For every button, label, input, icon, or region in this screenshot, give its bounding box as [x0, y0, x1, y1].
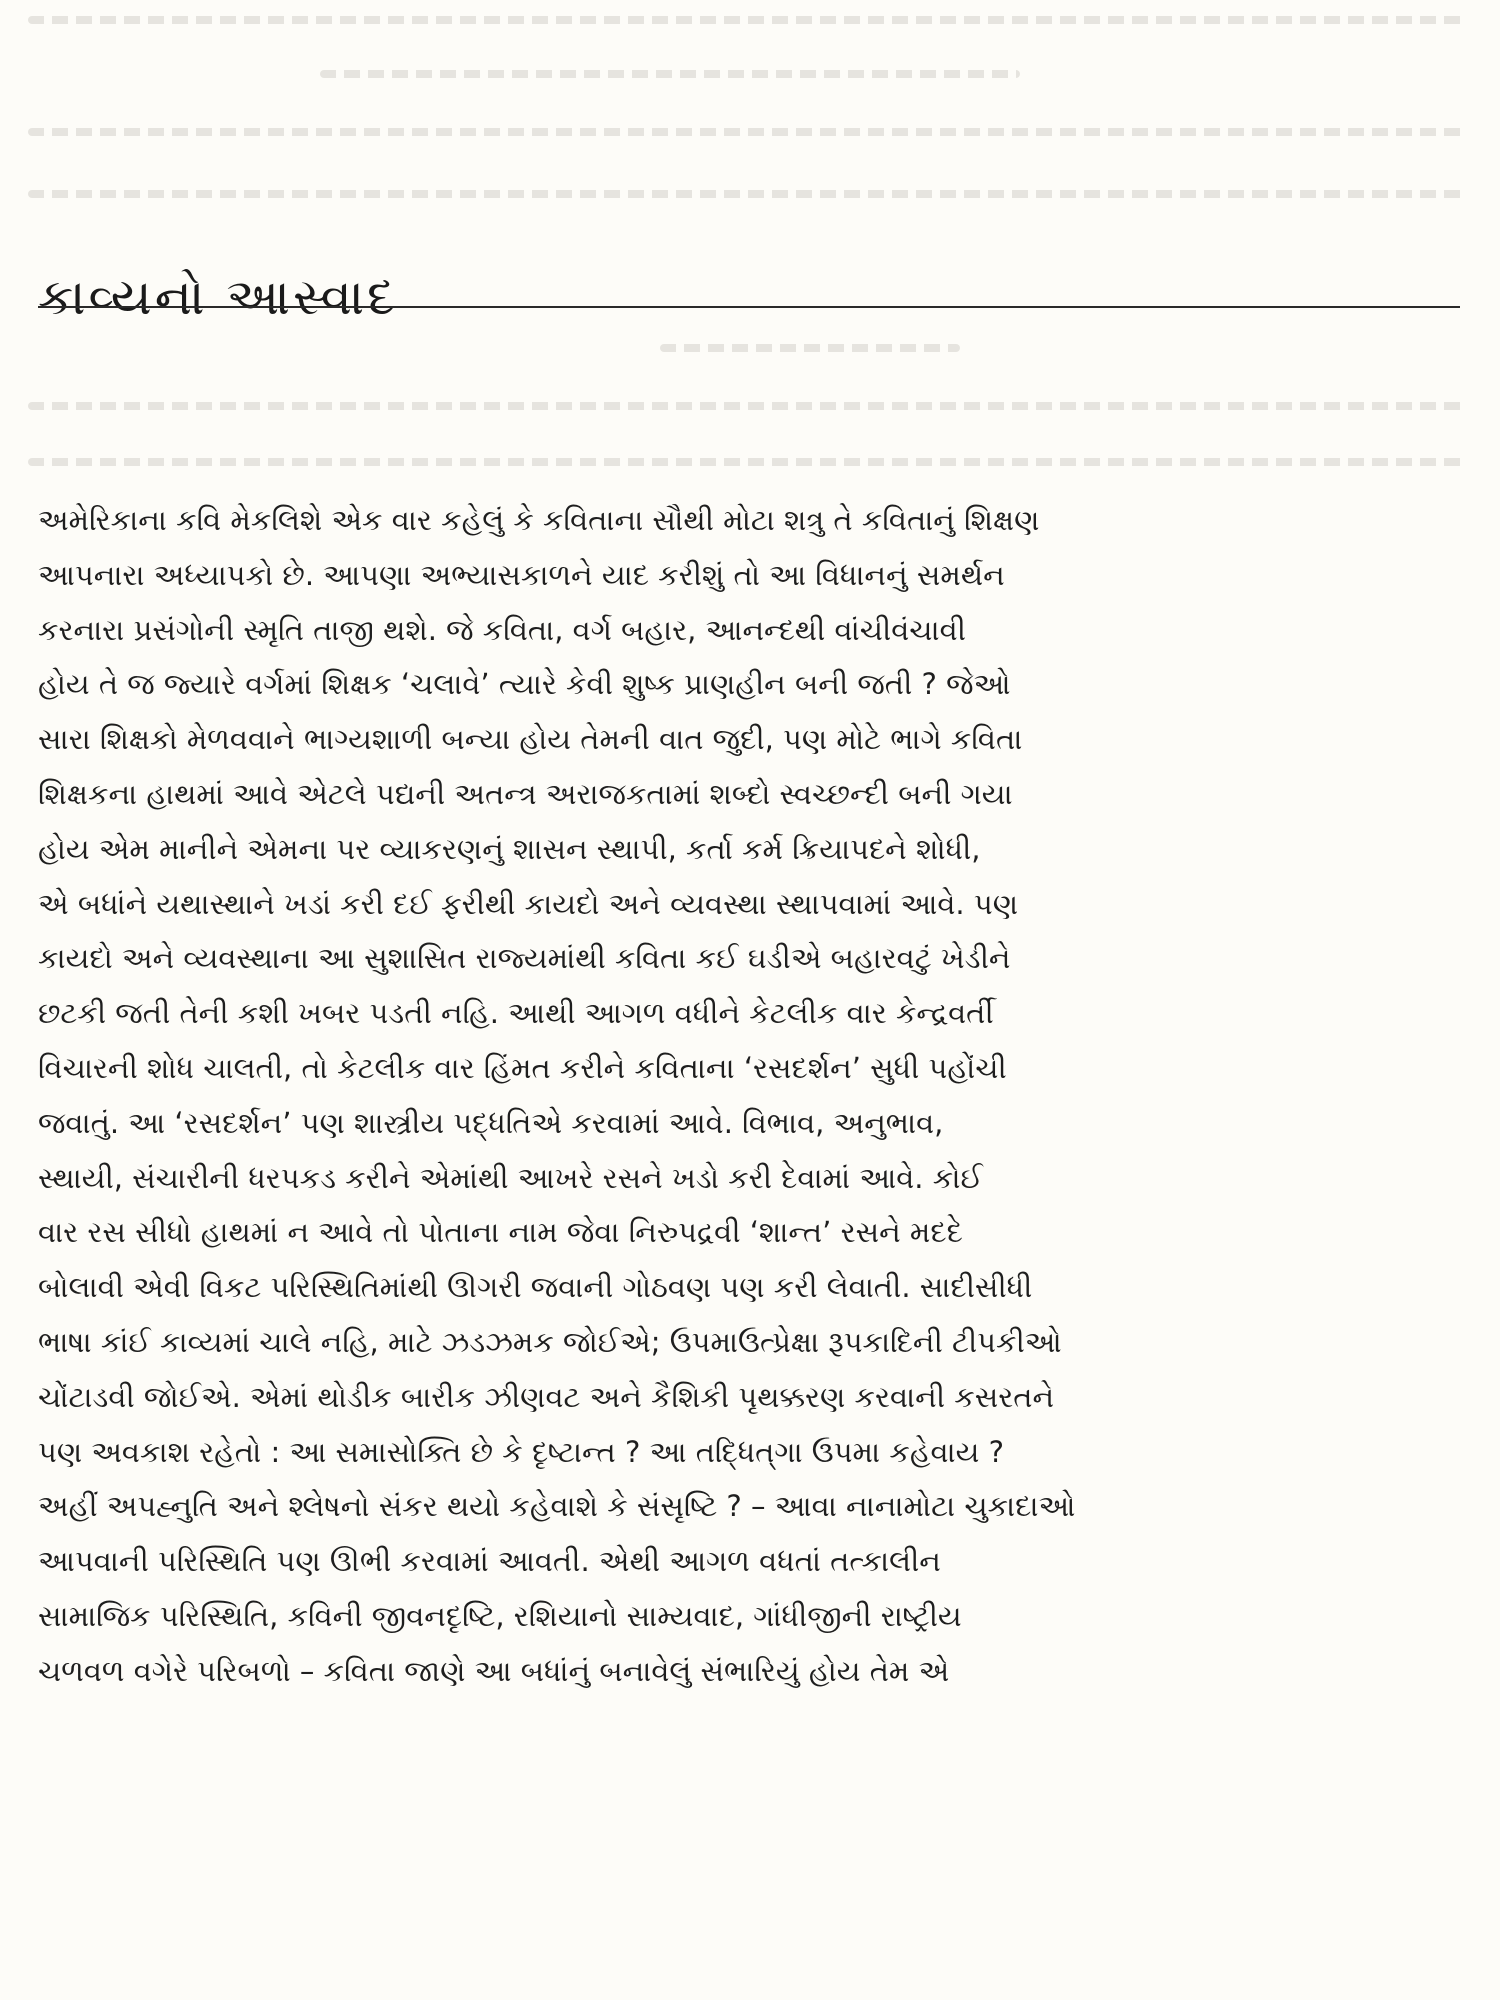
text-line: કરનારા પ્રસંગોની સ્મૃતિ તાજી થશે. જે કવિતા, વર્ગ બહાર, આનન્દથી વાંચીવંચાવી	[38, 612, 966, 647]
text-line: બોલાવી એવી વિકટ પરિસ્થિતિમાંથી ઊગરી જવાની ગોઠવણ પણ કરી લેવાતી. સાદીસીધી	[38, 1270, 1033, 1305]
body-paragraph	[38, 493, 1470, 1699]
heading-rule	[38, 306, 1460, 308]
text-line: હોય એમ માનીને એમના પર વ્યાકરણનું શાસન સ્થાપી, કર્તા કર્મ ક્રિયાપદને શોધી,	[38, 831, 981, 866]
text-line: અહીં અપહ્નુતિ અને શ્લેષનો સંકર થયો કહેવાશે કે સંસૃષ્ટિ ? – આવા નાનામોટા ચુકાદાઓ	[38, 1489, 1076, 1524]
text-line: સારા શિક્ષકો મેળવવાને ભાગ્યશાળી બન્યા હોય તેમની વાત જુદી, પણ મોટે ભાગે કવિતા	[38, 722, 1023, 757]
text-line: આપનારા અધ્યાપકો છે. આપણા અભ્યાસકાળને યાદ કરીશું તો આ વિધાનનું સમર્થન	[38, 557, 1005, 592]
text-line: અમેરિકાના કવિ મેકલિશે એક વાર કહેલું કે કવિતાના સૌથી મોટા શત્રુ તે કવિતાનું શિક્ષણ	[38, 503, 1040, 537]
show-through-mark	[320, 70, 1020, 78]
text-line: શિક્ષકના હાથમાં આવે એટલે પદ્યની અતન્ત્ર અરાજકતામાં શબ્દો સ્વચ્છન્દી બની ગયા	[38, 776, 1013, 811]
text-line: વિચારની શોધ ચાલતી, તો કેટલીક વાર હિંમત કરીને કવિતાના ‘રસદર્શન’ સુધી પહોંચી	[38, 1050, 1007, 1085]
show-through-mark	[28, 128, 1468, 136]
section-heading: કાવ્યનો આસ્વાદ	[38, 267, 399, 326]
text-line: વાર રસ સીધો હાથમાં ન આવે તો પોતાના નામ જેવા નિરુપદ્રવી ‘શાન્ત’ રસને મદદે	[38, 1215, 963, 1250]
text-line: ભાષા કાંઈ કાવ્યમાં ચાલે નહિ, માટે ઝડઝમક જોઈએ; ઉપમાઉત્પ્રેક્ષા રૂપકાદિની ટીપકીઓ	[38, 1324, 1062, 1359]
text-line: ચોંટાડવી જોઈએ. એમાં થોડીક બારીક ઝીણવટ અને કૈશિકી પૃથક્કરણ કરવાની કસરતને	[38, 1379, 1055, 1414]
show-through-mark	[28, 190, 1468, 198]
show-through-mark	[660, 344, 960, 352]
text-line: છટકી જતી તેની કશી ખબર પડતી નહિ. આથી આગળ વધીને કેટલીક વાર કેન્દ્રવર્તી	[38, 996, 994, 1031]
show-through-mark	[28, 16, 1468, 24]
text-line: સામાજિક પરિસ્થિતિ, કવિની જીવનદૃષ્ટિ, રશિયાનો સામ્યવાદ, ગાંધીજીની રાષ્ટ્રીય	[38, 1598, 962, 1633]
text-line: કાયદો અને વ્યવસ્થાના આ સુશાસિત રાજ્યમાંથી કવિતા કઈ ઘડીએ બહારવટું ખેડીને	[38, 941, 1011, 976]
show-through-mark	[28, 402, 1468, 410]
text-line: પણ અવકાશ રહેતો : આ સમાસોક્તિ છે કે દૃષ્ટાન્ત ? આ તદ્ધિત્‌ગા ઉપમા કહેવાય ?	[38, 1434, 1004, 1469]
text-line: હોય તે જ જ્યારે વર્ગમાં શિક્ષક ‘ચલાવે’ ત્યારે કેવી શુષ્ક પ્રાણહીન બની જતી ? જેઓ	[38, 667, 1011, 702]
show-through-mark	[28, 458, 1468, 466]
text-line: એ બધાંને યથાસ્થાને ખડાં કરી દઈ ફરીથી કાયદો અને વ્યવસ્થા સ્થાપવામાં આવે. પણ	[38, 886, 1018, 921]
text-line: ચળવળ વગેરે પરિબળો – કવિતા જાણે આ બધાંનું બનાવેલું સંભારિયું હોય તેમ એ	[38, 1653, 950, 1688]
text-line: આપવાની પરિસ્થિતિ પણ ઊભી કરવામાં આવતી. એથી આગળ વધતાં તત્કાલીન	[38, 1544, 941, 1579]
text-line: સ્થાયી, સંચારીની ધરપકડ કરીને એમાંથી આખરે રસને ખડો કરી દેવામાં આવે. કોઈ	[38, 1160, 983, 1195]
text-line: જવાતું. આ ‘રસદર્શન’ પણ શાસ્ત્રીય પદ્ધતિએ કરવામાં આવે. વિભાવ, અનુભાવ,	[38, 1105, 944, 1140]
